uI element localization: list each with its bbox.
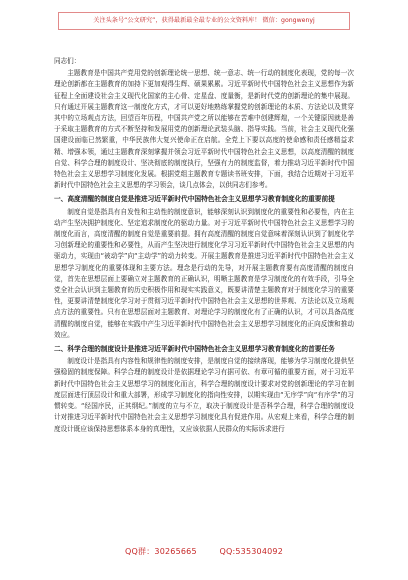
footer-contact [0, 546, 408, 557]
document-body [54, 56, 354, 435]
footer-qq-group: QQ群：30265665 [125, 547, 197, 556]
section-heading-2: 二、科学合理的制度设计是推进习近平新时代中国特色社会主义思想学习教育制度化的首要任务 [54, 345, 335, 354]
section-1-paragraph: 制度自觉是指具有自发性和主动性的制度意识，能够深刻认识到制度化的重要性和必要性，内在主动产生坚决拥护制度化、坚定追求制度化的驱动力量。对于习近平新时代中国特色社会主义思想学习的制度化而言，高度清醒的制度自觉是重要前提。拥有高度清醒的制度自觉意味着深刻认识到了制度化学习创新理论的重要性和必要性，从而产生坚决进行制度化学习习近平新时代中国特色社会主义思想的内驱动力，实现由“被动学”向“主动学”的动力转变。开展主题教育是推进习近平新时代中国特色社会主义思想学习制度化的重要体现和主要方法。理念是行动的先导，对开展主题教育要有高度清醒的制度自觉，首先在思想层面上要确立对主题教育的正确认识，明晰主题教育是学习制度化的有效手段，引导全党全社会认识到主题教育的历史积极作用和现实实践意义，既要讲清楚主题教育对于制度化学习的重要性，更要讲清楚制度化学习对于贯彻习近平新时代中国特色社会主义思想的世界观、方法论以及立场观点方法的重要性。只有在思想层面对主题教育、对理论学习的制度化有了正确的认识，才可以具备高度清醒的制度自觉，能够在实践中产生习近平新时代中国特色社会主义思想学习制度化的正向反馈和推动效应。 [54, 207, 354, 339]
footer-qq-number: QQ:535304092 [219, 547, 283, 556]
section-2-paragraph: 制度设计是指具有内容性和规律性的制度安排，是制度自觉的接续落现，能够为学习制度化提供坚强稳固的制度保障。科学合理的制度设计是依据理论学习有据可依、有章可循的重要方面，对于习近平新时代中国特色社会主义思想学习的制度化而言，科学合理的制度设计要求对党的创新理论的学习在制度层面进行顶层设计和重大部署，形成学习制度化的指向性安排，以期实现由“无序学”向“有序学”的习惯转变。“经国序民，正其纲纪。”制度的立与不立，取决于制度设计是否科学合理，科学合理的制度设计对推进习近平新时代中国特色社会主义思想学习制度化具有促进作用。从宏观上来看，科学合理的制度设计既应该保持思想体系本身的真理性，又应该依据人民群众的实际诉求进行 [54, 357, 354, 433]
section-heading-1: 一、高度清醒的制度自觉是推进习近平新时代中国特色社会主义思想学习教育制度化的重要前提 [54, 195, 335, 204]
intro-paragraph: 主题教育是中国共产党用党的创新理论统一思想、统一意志、统一行动的制度化表现，党的每一次理论创新都在主题教育的加持下更加观得生辉、硕果累累。习近平新时代中国特色社会主义思想作为新征程上全面建设社会主义现代化国家的主心骨、定星盘、度量衡，是新时代党的创新理论的集中展现。只有通过开展主题教育这一制度化方式，才可以更好地熟练掌握党的创新理论的本质、方法论以及贯穿其中的立场观点方法，回望百年历程，中国共产党之所以能够在苦难中创建辉煌，一个关键原因就是善于采取主题教育的方式不断坚持和发展用党的创新理论武装头脑、指导实践。当前，社会主义现代化强国建设面临已然繁重，中华民族伟大复兴使命正在启航。全党上下要以高度的使命感和责任感精益求精、增强本领，通过主题教育深刻掌握并领会习近平新时代中国特色社会主义思想，以高度清醒的制度自觉、科学合理的制度设计、坚决彻底的制度执行，坚强有力的制度监督，着力推动习近平新时代中国特色社会主义思想学习制度化发展。根据党组主题教育专题读书班安排，下面，我结合近期对于习近平新时代中国特色社会主义思想的学习领会，谈几点体会，以供同志们参考。 [54, 69, 354, 190]
header-banner: 关注头条号“公文研究”，获得最新最全最专业的公文资料库！ 微信：gongwenyj [58, 12, 350, 30]
greeting: 同志们： [54, 57, 81, 65]
